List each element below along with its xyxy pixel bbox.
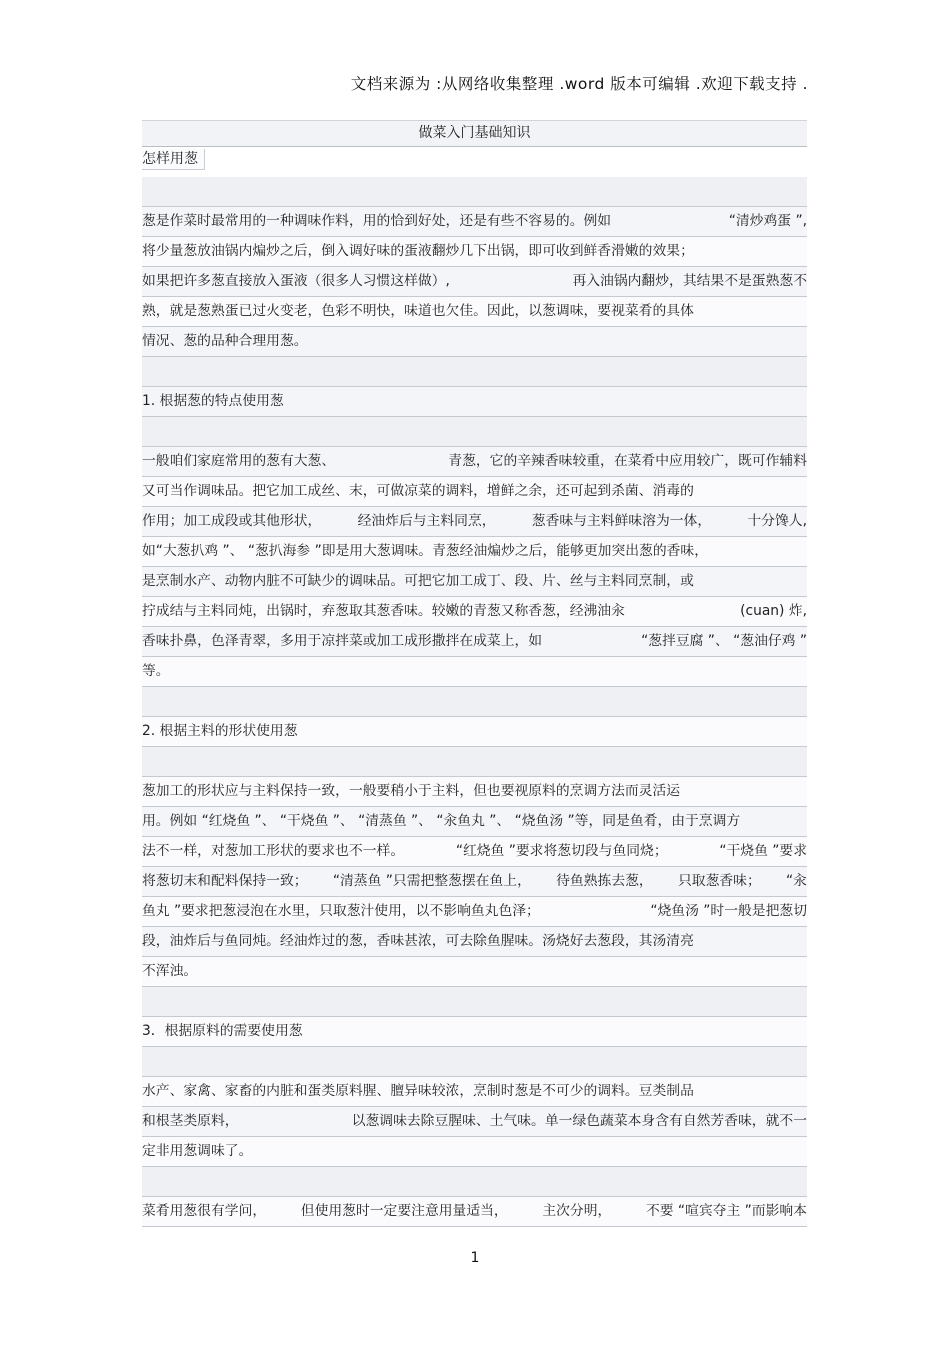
empty-row [142,687,807,717]
text-fragment: 如果把许多葱直接放入蛋液（很多人习惯这样做）, [142,273,450,289]
text-line [142,567,807,597]
page-header: 文档来源为 :从网络收集整理 .word 版本可编辑 .欢迎下载支持 . [350,75,808,93]
text-line [142,867,807,897]
text-fragment: 情况、葱的品种合理用葱。 [142,333,308,349]
text-fragment: “葱拌豆腐 ”、 “葱油仔鸡 ” [641,633,807,649]
text-fragment: 菜肴用葱很有学问， [142,1203,267,1219]
text-fragment: 法不一样，对葱加工形状的要求也不一样。 [142,843,405,859]
text-fragment: 又可当作调味品。把它加工成丝、末，可做凉菜的调料，增鲜之余，还可起到杀菌、消毒的 [142,483,694,499]
text-line [142,837,807,867]
text-line [142,297,807,327]
text-line [142,477,807,507]
text-line [142,387,807,417]
page-number: 1 [470,1250,480,1266]
text-line [142,807,807,837]
text-fragment: 但使用葱时一定要注意用量适当， [300,1203,508,1219]
text-line [142,537,807,567]
text-fragment: 将少量葱放油锅内煸炒之后，倒入调好味的蛋液翻炒几下出锅，即可收到鲜香滑嫩的效果； [142,243,694,259]
text-line [142,1137,807,1167]
text-line [142,447,807,477]
text-line [142,777,807,807]
text-fragment: 定非用葱调味了。 [142,1143,253,1159]
text-line [142,627,807,657]
text-fragment: 作用；加工成段或其他形状， [142,513,322,529]
text-fragment: 拧成结与主料同炖，出锅时，弃葱取其葱香味。较嫩的青葱又称香葱，经沸油汆 [142,603,625,619]
text-fragment: 经油炸后与主料同烹， [357,513,496,529]
text-fragment: “干烧鱼 ”要求 [719,843,807,859]
text-line [142,1077,807,1107]
text-fragment: 2. 根据主料的形状使用葱 [142,723,298,739]
text-fragment: 葱香味与主料鲜味溶为一体， [531,513,712,529]
text-fragment: “红烧鱼 ”要求将葱切段与鱼同烧； [455,843,668,859]
text-fragment: “清炒鸡蛋 ”, [728,213,807,229]
text-line [142,1017,807,1047]
empty-row [142,1167,807,1197]
empty-row [142,987,807,1017]
text-fragment: 如“大葱扒鸡 ”、 “葱扒海参 ”即是用大葱调味。青葱经油煸炒之后，能够更加突出葱的香味， [142,543,709,559]
text-fragment: 是烹制水产、动物内脏不可缺少的调味品。可把它加工成丁、段、片、丝与主料同烹制，或 [142,573,694,589]
text-rows [142,177,807,1227]
text-fragment: 不浑浊。 [142,963,198,979]
empty-row [142,357,807,387]
text-line [142,207,807,237]
text-line [142,717,807,747]
text-line [142,237,807,267]
text-line [142,927,807,957]
text-fragment: 只取葱香味； [677,873,761,889]
text-fragment: 鱼丸 ”要求把葱浸泡在水里，只取葱汁使用，以不影响鱼丸色泽； [142,903,540,919]
text-fragment: 一般咱们家庭常用的葱有大葱、 [142,453,336,469]
text-line [142,1107,807,1137]
empty-row [142,177,807,207]
subtitle-row [142,147,807,177]
text-fragment: “清蒸鱼 ”只需把整葱摆在鱼上， [332,873,531,889]
text-fragment: 主次分明， [542,1203,612,1219]
text-fragment: 水产、家禽、家畜的内脏和蛋类原料腥、膻异味较浓，烹制时葱是不可少的调料。豆类制品 [142,1083,694,1099]
document-body [142,120,807,1227]
text-line [142,267,807,297]
text-fragment: 以葱调味去除豆腥味、土气味。单一绿色蔬菜本身含有自然芳香味，就不一 [351,1113,807,1129]
text-fragment: (cuan) 炸, [740,603,807,619]
text-fragment: 待鱼熟拣去葱， [556,873,653,889]
empty-row [142,417,807,447]
text-fragment: 段，油炸后与鱼同炖。经油炸过的葱，香味甚浓，可去除鱼腥味。汤烧好去葱段，其汤清亮 [142,933,694,949]
text-line [142,657,807,687]
text-line [142,897,807,927]
section-subtitle: 怎样用葱 [142,149,205,170]
text-fragment: 青葱，它的辛辣香味较重，在菜肴中应用较广，既可作辅料 [448,453,807,469]
document-title: 做菜入门基础知识 [142,120,807,147]
text-fragment: 1. 根据葱的特点使用葱 [142,393,284,409]
empty-row [142,1047,807,1077]
text-fragment: “烧鱼汤 ”时一般是把葱切 [650,903,807,919]
empty-row [142,747,807,777]
text-line [142,957,807,987]
text-fragment: 等。 [142,663,170,679]
text-fragment: 熟，就是葱熟蛋已过火变老，色彩不明快，味道也欠佳。因此，以葱调味，要视菜肴的具体 [142,303,694,319]
text-fragment: 再入油锅内翻炒，其结果不是蛋熟葱不 [572,273,807,289]
text-fragment: “汆 [786,873,807,889]
text-fragment: 葱是作菜时最常用的一种调味作料，用的恰到好处，还是有些不容易的。例如 [142,213,612,229]
text-fragment: 用。例如 “红烧鱼 ”、 “干烧鱼 ”、 “清蒸鱼 ”、 “汆鱼丸 ”、 “烧鱼汤 ”等，同是鱼肴，由于烹调方 [142,813,741,829]
text-fragment: 葱加工的形状应与主料保持一致，一般要稍小于主料，但也要视原料的烹调方法而灵活运 [142,783,681,799]
text-fragment: 3．根据原料的需要使用葱 [142,1023,303,1039]
text-fragment: 香味扑鼻，色泽青翠，多用于凉拌菜或加工成形撒拌在成菜上，如 [142,633,543,649]
text-line [142,1197,807,1227]
text-fragment: 和根茎类原料， [142,1113,239,1129]
text-line [142,327,807,357]
text-fragment: 不要 “喧宾夺主 ”而影响本 [645,1203,807,1219]
text-fragment: 将葱切末和配料保持一致； [142,873,308,889]
text-line [142,507,807,537]
text-line [142,597,807,627]
text-fragment: 十分馋人, [747,513,807,529]
